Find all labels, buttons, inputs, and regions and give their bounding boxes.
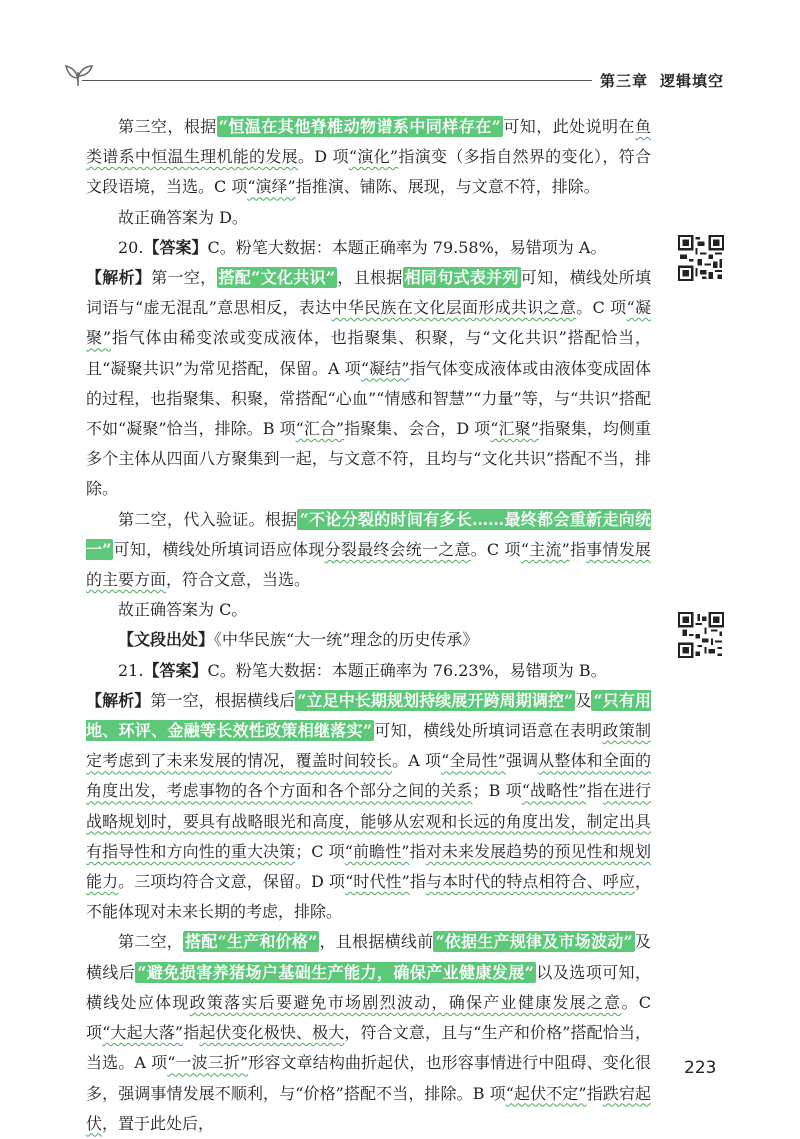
q21-analysis-1: 【解析】第一空，根据横线后 “立足中长期规划持续展开跨周期调控” 及 “只有用地、环评、金融等长效性政策相继落实” 可知，横线处所填词语意在表明政策制定考虑到了未来发展的情况，覆盖时间较长。A 项“全局性”强调从整体和全面的角度出发，考虑事物的各个方面和各个部分之间的关系；B 项“战略性”指在进行战略规划时，要具有战略眼光和高度，能够从宏观和长远的角度出发，制定出具有指导性和方向性的重大决策；C 项“前瞻性”指对未来发展趋势的预见性和规划能力。三项均符合文意，保留。D 项“时代性”指与本时代的特点相符合、呼应，不能体现对未来长期的考虑，排除。 — [86, 690, 651, 922]
q20-answer: 20.【答案】C。粉笔大数据：本题正确率为 79.58%，易错项为 A。 — [118, 237, 607, 257]
solution-content — [86, 112, 651, 1139]
qr-code-icon[interactable] — [678, 235, 724, 281]
leaf-icon — [60, 52, 96, 88]
q19-conclusion: 故正确答案为 D。 — [118, 207, 248, 227]
chapter-title: 逻辑填空 — [660, 72, 725, 90]
q21-answer: 21.【答案】C。粉笔大数据：本题正确率为 76.23%，易错项为 B。 — [118, 660, 607, 680]
q19-paragraph: 第三空，根据 “恒温在其他脊椎动物谱系中同样存在” 可知，此处说明在鱼类谱系中恒温生理机能的发展。D 项“演化”指演变（多指自然界的变化），符合文段语境，当选。C 项“演绎”指推演、铺陈、展现，与文意不符，排除。 — [86, 117, 651, 197]
q20-analysis-2: 第二空，代入验证。根据 “不论分裂的时间有多长……最终都会重新走向统一” 可知，横线处所填词语应体现分裂最终会统一之意。C 项“主流”指事情发展的主要方面，符合文意，当选。 — [86, 509, 651, 590]
q20-analysis-1: 【解析】第一空， 搭配“文化共识” ，且根据 相同句式表并列 可知，横线处所填词语与“虚无混乱”意思相反，表达中华民族在文化层面形成共识之意。C 项“凝聚”指气体由稀变浓或变成液体，也指聚集、积聚，与“文化共识”搭配恰当，且“凝聚共识”为常见搭配，保留。A 项“凝结”指气体变成液体或由液体变成固体的过程，也指聚集、积聚，常搭配“心血”“情感和智慧”“力量”等，与“共识”搭配不如“凝聚”恰当，排除。B 项“汇合”指聚集、会合，D 项“汇聚”指聚集，均侧重多个主体从四面八方聚集到一起，与文意不符，且均与“文化共识”搭配不当，排除。 — [86, 268, 651, 499]
chapter-header — [600, 70, 724, 91]
q20-conclusion: 故正确答案为 C。 — [118, 600, 248, 620]
q21-analysis-2: 第二空， 搭配“生产和价格” ，且根据横线前 “依据生产规律及市场波动” 及横线后 “避免损害养猪场户基础生产能力，确保产业健康发展” 以及选项可知，横线处应体现政策落实后要避免市场剧烈波动，确保产业健康发展之意。C 项“大起大落”指起伏变化极快、极大，符合文意，且与“生产和价格”搭配恰当，当选。A 项“一波三折”形容文章结构曲折起伏，也形容事情进行中阻碍、变化很多，强调事情发展不顺利，与“价格”搭配不当，排除。B 项“起伏不定”指跌宕起伏，置于此处后， — [86, 932, 651, 1133]
chapter-number: 第三章 — [600, 72, 649, 90]
page-number: 223 — [684, 1058, 717, 1078]
q20-source: 【文段出处】《中华民族“大一统”理念的历史传承》 — [118, 630, 479, 650]
qr-code-icon[interactable] — [678, 612, 724, 658]
header-rule — [82, 80, 592, 81]
